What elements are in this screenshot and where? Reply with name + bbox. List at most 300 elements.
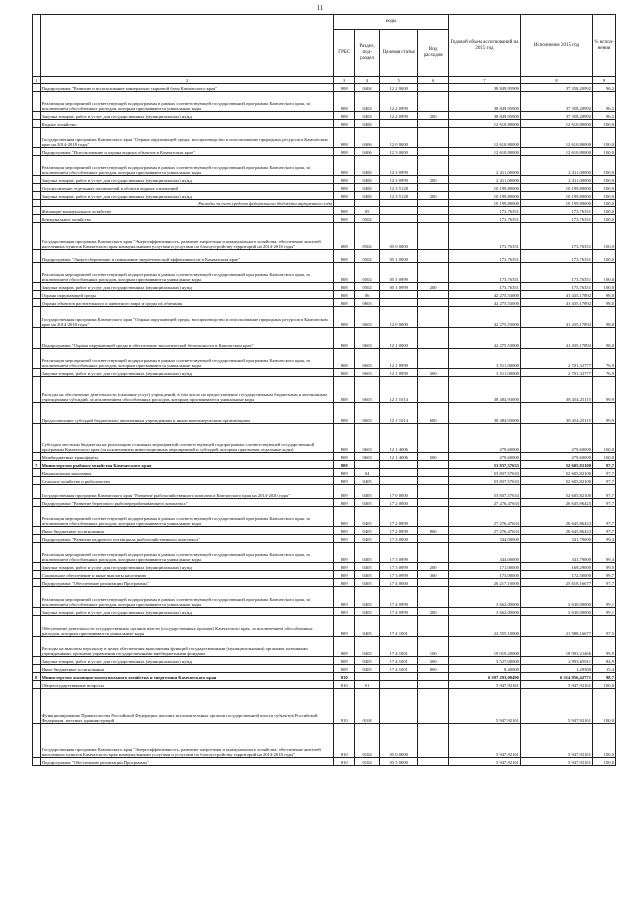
row-percent: 100,0 — [593, 184, 616, 192]
table-row — [33, 215, 616, 223]
row-number — [33, 403, 41, 424]
row-executed: 5 947,92161 — [520, 689, 592, 724]
row-executed: 5 947,92161 — [520, 758, 592, 766]
row-name: Иные бюджетные ассигнования — [40, 527, 334, 535]
row-name: Реализация мероприятий соответствующей подпрограммы в рамках соответствующей государственной программы Камчатского края, за исключением обособленных расходов, которым присваиваются уникальные коды — [40, 587, 334, 608]
row-name: Закупка товаров, работ и услуг для государственных (муниципальных) нужд — [40, 369, 334, 377]
row-grbs: 809 — [334, 469, 355, 477]
row-annual: 173,00000 — [448, 571, 520, 579]
row-name: Осуществление отдельных полномочий в области водных отношений — [40, 184, 334, 192]
table-row — [33, 424, 616, 453]
table-row — [33, 148, 616, 156]
row-grbs: 809 — [334, 571, 355, 579]
row-grbs: 809 — [334, 579, 355, 587]
row-vid — [418, 349, 449, 369]
row-vid: 200 — [418, 283, 449, 291]
row-annual: 42 275,53000 — [448, 307, 520, 328]
row-target — [380, 299, 418, 307]
row-target — [380, 207, 418, 215]
row-executed: 1,29300 — [520, 665, 592, 673]
row-target: 17 4 0000 — [380, 579, 418, 587]
row-vid — [418, 758, 449, 766]
colnum: 7 — [448, 77, 520, 84]
row-executed: 172,50000 — [520, 571, 592, 579]
row-executed: 52 605,82100 — [520, 477, 592, 485]
row-target: 05 1 0000 — [380, 250, 418, 263]
row-grbs: 810 — [334, 724, 355, 758]
row-percent: 100,0 — [593, 283, 616, 291]
row-annual: 5 947,92161 — [448, 681, 520, 689]
table-row — [33, 250, 616, 263]
row-grbs: 808 — [334, 156, 355, 176]
row-target: 12 0 0000 — [380, 128, 418, 148]
row-annual: 53 837,57633 — [448, 461, 520, 469]
row-name: Министерство жилищно-коммунального хозяйства и энергетики Камчатского края — [40, 673, 334, 681]
row-executed: 2 701,32777 — [520, 349, 592, 369]
row-executed: 5 947,92161 — [520, 681, 592, 689]
row-number — [33, 681, 41, 689]
table-row — [33, 469, 616, 477]
row-razdel: 0405 — [355, 579, 380, 587]
row-vid — [418, 156, 449, 176]
table-row — [33, 527, 616, 535]
table-row — [33, 328, 616, 349]
row-razdel: 04 — [355, 469, 380, 477]
row-percent: 100,0 — [593, 156, 616, 176]
row-number — [33, 616, 41, 637]
row-executed: 25 618,16677 — [520, 579, 592, 587]
row-annual: 2 411,00000 — [448, 156, 520, 176]
row-target: 17 2 0999 — [380, 527, 418, 535]
row-target: 12 0 0000 — [380, 307, 418, 328]
row-annual: 2 411,00000 — [448, 176, 520, 184]
row-name: Иные бюджетные ассигнования — [40, 665, 334, 673]
row-number: 8 — [33, 673, 41, 681]
row-grbs: 808 — [334, 291, 355, 299]
row-number — [33, 507, 41, 527]
row-target — [380, 469, 418, 477]
colnum: 3 — [334, 77, 355, 84]
row-percent: 98,0 — [593, 299, 616, 307]
row-annual: 5 947,92161 — [448, 758, 520, 766]
row-annual: 42 275,53000 — [448, 299, 520, 307]
row-annual: 173,76351 — [448, 250, 520, 263]
row-executed: 10 199,80000 — [520, 192, 592, 200]
row-name: Подпрограмма "Развитие берегового рыбоперерабатывающего комплекса" — [40, 499, 334, 507]
row-grbs: 808 — [334, 328, 355, 349]
row-razdel: 0406 — [355, 120, 380, 128]
row-number — [33, 84, 41, 92]
row-percent: 99,1 — [593, 608, 616, 616]
row-executed: 41 435,17892 — [520, 307, 592, 328]
row-executed: 341,79000 — [520, 543, 592, 563]
row-percent: 100,0 — [593, 724, 616, 758]
row-grbs: 810 — [334, 673, 355, 681]
row-vid — [418, 587, 449, 608]
row-number — [33, 120, 41, 128]
row-name: Водное хозяйство — [40, 120, 334, 128]
table-row — [33, 608, 616, 616]
row-razdel: 0404 — [355, 84, 380, 92]
colnum: 5 — [380, 77, 418, 84]
row-percent: 96,2 — [593, 112, 616, 120]
row-vid — [418, 543, 449, 563]
table-row — [33, 84, 616, 92]
row-number — [33, 112, 41, 120]
row-vid: 500 — [418, 453, 449, 461]
row-name: Сельское хозяйство и рыболовство — [40, 477, 334, 485]
row-razdel: 0603 — [355, 377, 380, 403]
row-target: 05 0 0000 — [380, 724, 418, 758]
row-percent: 99,9 — [593, 403, 616, 424]
row-vid — [418, 377, 449, 403]
row-vid — [418, 579, 449, 587]
row-vid: 600 — [418, 403, 449, 424]
row-name: Общегосударственные вопросы — [40, 681, 334, 689]
row-grbs: 809 — [334, 499, 355, 507]
row-razdel: 0405 — [355, 563, 380, 571]
row-number — [33, 156, 41, 176]
row-executed: 173,76351 — [520, 215, 592, 223]
row-target: 12 3 0999 — [380, 156, 418, 176]
row-razdel: 0603 — [355, 328, 380, 349]
row-razdel: 0406 — [355, 148, 380, 156]
row-razdel — [355, 673, 380, 681]
row-grbs: 808 — [334, 223, 355, 250]
row-target — [380, 291, 418, 299]
row-number — [33, 579, 41, 587]
row-name: Национальная экономика — [40, 469, 334, 477]
row-annual: 38 849,95900 — [448, 92, 520, 112]
row-percent: 97,7 — [593, 499, 616, 507]
row-annual: 26 217,10000 — [448, 579, 520, 587]
row-number — [33, 535, 41, 543]
row-grbs: 808 — [334, 283, 355, 291]
table-row — [33, 616, 616, 637]
row-annual: 10 199,80000 — [448, 200, 520, 207]
table-row — [33, 657, 616, 665]
header-row-1 — [33, 15, 616, 30]
row-annual: 38 849,95900 — [448, 112, 520, 120]
row-target: 17 4 0999 — [380, 608, 418, 616]
row-name: Подпрограмма "Обеспечение реализации Программы" — [40, 579, 334, 587]
row-number — [33, 758, 41, 766]
row-number — [33, 207, 41, 215]
colnum: 9 — [593, 77, 616, 84]
header-target: Целевая статья — [380, 30, 418, 77]
row-razdel: 0406 — [355, 184, 380, 192]
row-annual: 38 484,93000 — [448, 403, 520, 424]
row-razdel: 0603 — [355, 299, 380, 307]
row-target: 12 3 5128 — [380, 184, 418, 192]
row-vid — [418, 499, 449, 507]
row-number — [33, 291, 41, 299]
header-razdel: Раздел, под-раздел — [355, 30, 380, 77]
row-percent: 100,0 — [593, 192, 616, 200]
row-annual: 19 019,20000 — [448, 637, 520, 657]
row-razdel: 0405 — [355, 616, 380, 637]
row-number — [33, 223, 41, 250]
colnum: 2 — [40, 77, 334, 84]
row-grbs: 809 — [334, 587, 355, 608]
row-percent: 97,5 — [593, 616, 616, 637]
row-vid — [418, 507, 449, 527]
row-target: 17 3 0999 — [380, 563, 418, 571]
row-executed: 26 645,86423 — [520, 499, 592, 507]
row-number — [33, 283, 41, 291]
row-executed: 37 358,20992 — [520, 92, 592, 112]
row-razdel: 0104 — [355, 724, 380, 758]
row-percent: 97,7 — [593, 507, 616, 527]
row-razdel: 0406 — [355, 192, 380, 200]
row-grbs: 808 — [334, 403, 355, 424]
row-annual: 22 555,10000 — [448, 616, 520, 637]
table-row — [33, 724, 616, 758]
row-target: 12 1 0999 — [380, 349, 418, 369]
row-annual: 3 662,00000 — [448, 608, 520, 616]
row-executed: 26 645,86423 — [520, 527, 592, 535]
row-vid: 800 — [418, 665, 449, 673]
row-annual: 38 849,95900 — [448, 84, 520, 92]
row-number — [33, 469, 41, 477]
row-razdel: 0405 — [355, 527, 380, 535]
row-vid — [418, 461, 449, 469]
row-annual: 27 276,47633 — [448, 507, 520, 527]
row-target: 12 3 0000 — [380, 148, 418, 156]
row-number — [33, 215, 41, 223]
row-razdel: 0405 — [355, 608, 380, 616]
row-razdel: 0406 — [355, 128, 380, 148]
row-percent: 97,7 — [593, 485, 616, 499]
row-name: Подпрограмма "Энергосбережение и повышение энергетической эффективности в Камчатском крае" — [40, 250, 334, 263]
row-percent: 99,4 — [593, 543, 616, 563]
row-name: Расходы за счет средств федерального бюджета внутреннего года — [40, 200, 334, 207]
row-annual: 171,00000 — [448, 563, 520, 571]
row-target: 12 1 0000 — [380, 328, 418, 349]
table-row — [33, 207, 616, 215]
row-grbs — [334, 200, 355, 207]
table-row — [33, 637, 616, 657]
table-row — [33, 263, 616, 283]
row-number — [33, 377, 41, 403]
row-percent: 15,4 — [593, 665, 616, 673]
row-vid — [418, 84, 449, 92]
row-annual: 10 199,80000 — [448, 192, 520, 200]
colnum: 1 — [33, 77, 41, 84]
row-executed: 173,76351 — [520, 283, 592, 291]
row-percent: 100,0 — [593, 758, 616, 766]
table-row — [33, 681, 616, 689]
row-number — [33, 128, 41, 148]
row-percent: 100,0 — [593, 148, 616, 156]
header-executed: Исполнение 2015 год — [520, 15, 592, 77]
row-number — [33, 250, 41, 263]
row-grbs: 809 — [334, 657, 355, 665]
row-target: 12 2 0000 — [380, 84, 418, 92]
row-grbs: 808 — [334, 369, 355, 377]
row-name: Закупка товаров, работ и услуг для государственных (муниципальных) нужд — [40, 283, 334, 291]
row-number — [33, 192, 41, 200]
row-vid — [418, 724, 449, 758]
row-razdel: 0603 — [355, 424, 380, 453]
row-percent: 97,7 — [593, 469, 616, 477]
row-percent: 100,0 — [593, 128, 616, 148]
row-vid — [418, 291, 449, 299]
row-grbs: 808 — [334, 377, 355, 403]
row-target — [380, 215, 418, 223]
row-executed: 341,79000 — [520, 535, 592, 543]
row-percent: 98,0 — [593, 328, 616, 349]
row-executed: 37 358,20992 — [520, 84, 592, 92]
row-target: 17 4 1001 — [380, 616, 418, 637]
row-percent: 98,0 — [593, 307, 616, 328]
row-name: Государственная программа Камчатского края "Охрана окружающей среды, воспроизводство и использование природных ресурсов в Камчатском крае на 2014-2018 годы" — [40, 128, 334, 148]
table-body — [33, 15, 616, 766]
row-annual: 344,00000 — [448, 543, 520, 563]
row-razdel — [355, 461, 380, 469]
row-razdel: 0502 — [355, 283, 380, 291]
row-target: 17 3 0999 — [380, 571, 418, 579]
row-vid — [418, 263, 449, 283]
row-razdel: 0405 — [355, 499, 380, 507]
row-annual: 10 199,80000 — [448, 184, 520, 192]
row-executed: 38 454,25115 — [520, 377, 592, 403]
row-annual: 53 837,57633 — [448, 477, 520, 485]
row-annual: 3 662,00000 — [448, 587, 520, 608]
header-codes: коды — [334, 15, 449, 30]
row-vid — [418, 299, 449, 307]
row-number — [33, 485, 41, 499]
row-name: Обеспечение деятельности государственных органов власти (государственных органов) Камчатского края, за исключением обособленных расходов, которым присваиваются уникальные коды — [40, 616, 334, 637]
row-target: 17 2 0999 — [380, 507, 418, 527]
table-row — [33, 485, 616, 499]
table-row — [33, 176, 616, 184]
row-name: Реализация мероприятий соответствующей подпрограммы в рамках соответствующей государственной программы Камчатского края, за исключением обособленных расходов, которым присваиваются уникальные коды — [40, 543, 334, 563]
row-grbs: 810 — [334, 689, 355, 724]
row-percent: 98,7 — [593, 673, 616, 681]
row-grbs: 809 — [334, 637, 355, 657]
row-executed: 52 605,82100 — [520, 469, 592, 477]
row-number: 7 — [33, 461, 41, 469]
row-executed: 2 411,00000 — [520, 156, 592, 176]
row-target: 05 0 0000 — [380, 223, 418, 250]
row-razdel: 0405 — [355, 477, 380, 485]
row-name: Закупка товаров, работ и услуг для государственных (муниципальных) нужд — [40, 192, 334, 200]
row-razdel: 0405 — [355, 543, 380, 563]
row-razdel: 0404 — [355, 112, 380, 120]
row-vid: 200 — [418, 563, 449, 571]
row-number — [33, 527, 41, 535]
row-razdel — [355, 200, 380, 207]
table-row — [33, 369, 616, 377]
row-razdel: 0603 — [355, 453, 380, 461]
row-vid — [418, 148, 449, 156]
row-razdel: 01 — [355, 681, 380, 689]
row-grbs: 808 — [334, 92, 355, 112]
row-executed: 279,60000 — [520, 424, 592, 453]
row-executed: 21 988,16677 — [520, 616, 592, 637]
row-name: Государственная программа Камчатского края "Развитие рыбохозяйственного комплекса Камчатского края на 2014-2020 годы" — [40, 485, 334, 499]
table-row — [33, 223, 616, 250]
row-number — [33, 349, 41, 369]
row-name: Межбюджетные трансферты — [40, 453, 334, 461]
row-percent: 99,0 — [593, 563, 616, 571]
row-target — [380, 673, 418, 681]
row-razdel: 0405 — [355, 507, 380, 527]
row-vid — [418, 207, 449, 215]
row-name: Подпрограмма "Развитие и использование минерально-сырьевой базы Камчатского края" — [40, 84, 334, 92]
row-target: 12 1 4006 — [380, 453, 418, 461]
table-row — [33, 563, 616, 571]
row-grbs: 808 — [334, 207, 355, 215]
row-razdel: 05 — [355, 207, 380, 215]
row-number — [33, 665, 41, 673]
row-target: 12 1 0999 — [380, 369, 418, 377]
row-target: 17 3 0000 — [380, 535, 418, 543]
row-executed: 173,76351 — [520, 207, 592, 215]
row-target: 12 3 0999 — [380, 176, 418, 184]
header-annual: Годовой объем ассигнований на 2015 год — [448, 15, 520, 77]
row-annual: 5 947,92161 — [448, 724, 520, 758]
row-razdel: 0502 — [355, 223, 380, 250]
row-percent: 100,0 — [593, 424, 616, 453]
row-vid: 200 — [418, 608, 449, 616]
row-number — [33, 176, 41, 184]
table-row — [33, 543, 616, 563]
table-row — [33, 291, 616, 299]
row-vid — [418, 469, 449, 477]
row-target: 17 2 0000 — [380, 499, 418, 507]
row-percent: 100,0 — [593, 681, 616, 689]
row-target: 17 3 0999 — [380, 543, 418, 563]
row-executed: 41 435,17892 — [520, 291, 592, 299]
row-grbs: 809 — [334, 461, 355, 469]
table-row — [33, 579, 616, 587]
row-name: Функционирование Правительства Российской Федерации, высших исполнительных органов государственной власти субъектов Российской Федерации, местных администраций — [40, 689, 334, 724]
row-name: Государственная программа Камчатского края "Энергоэффективность, развитие энергетики и коммунального хозяйства, обеспечение жителей населенных пунктов Камчатского края коммунальными услугами и услугами по благоустройству территорий на 2014-2018 годы" — [40, 223, 334, 250]
row-razdel: 0502 — [355, 263, 380, 283]
row-razdel: 0104 — [355, 758, 380, 766]
row-annual: 279,60000 — [448, 424, 520, 453]
table-row — [33, 200, 616, 207]
row-target: 05 1 0999 — [380, 263, 418, 283]
row-executed: 41 435,17892 — [520, 328, 592, 349]
row-percent: 97,7 — [593, 579, 616, 587]
row-target: 12 2 0999 — [380, 92, 418, 112]
row-executed: 26 645,86423 — [520, 507, 592, 527]
row-grbs: 809 — [334, 477, 355, 485]
row-annual: 53 837,57633 — [448, 485, 520, 499]
row-percent: 97,7 — [593, 527, 616, 535]
row-grbs: 808 — [334, 120, 355, 128]
row-razdel: 0104 — [355, 689, 380, 724]
row-grbs: 810 — [334, 681, 355, 689]
row-name: Подпрограмма "Охрана окружающей среды и обеспечение экологической безопасности в Камчатском крае" — [40, 328, 334, 349]
row-vid — [418, 689, 449, 724]
row-vid — [418, 184, 449, 192]
row-annual: 27 276,47633 — [448, 499, 520, 507]
row-annual: 12 610,80000 — [448, 120, 520, 128]
row-vid — [418, 485, 449, 499]
table-row — [33, 665, 616, 673]
row-vid: 200 — [418, 176, 449, 184]
row-target: 17 4 0999 — [380, 587, 418, 608]
header-vid: Вид расходов — [418, 30, 449, 77]
row-percent: 100,0 — [593, 250, 616, 263]
row-name: Реализация мероприятий соответствующей подпрограммы в рамках соответствующей государственной программы Камчатского края, за исключением обособленных расходов, которым присваиваются уникальные коды — [40, 156, 334, 176]
row-grbs: 808 — [334, 250, 355, 263]
row-razdel: 0405 — [355, 485, 380, 499]
